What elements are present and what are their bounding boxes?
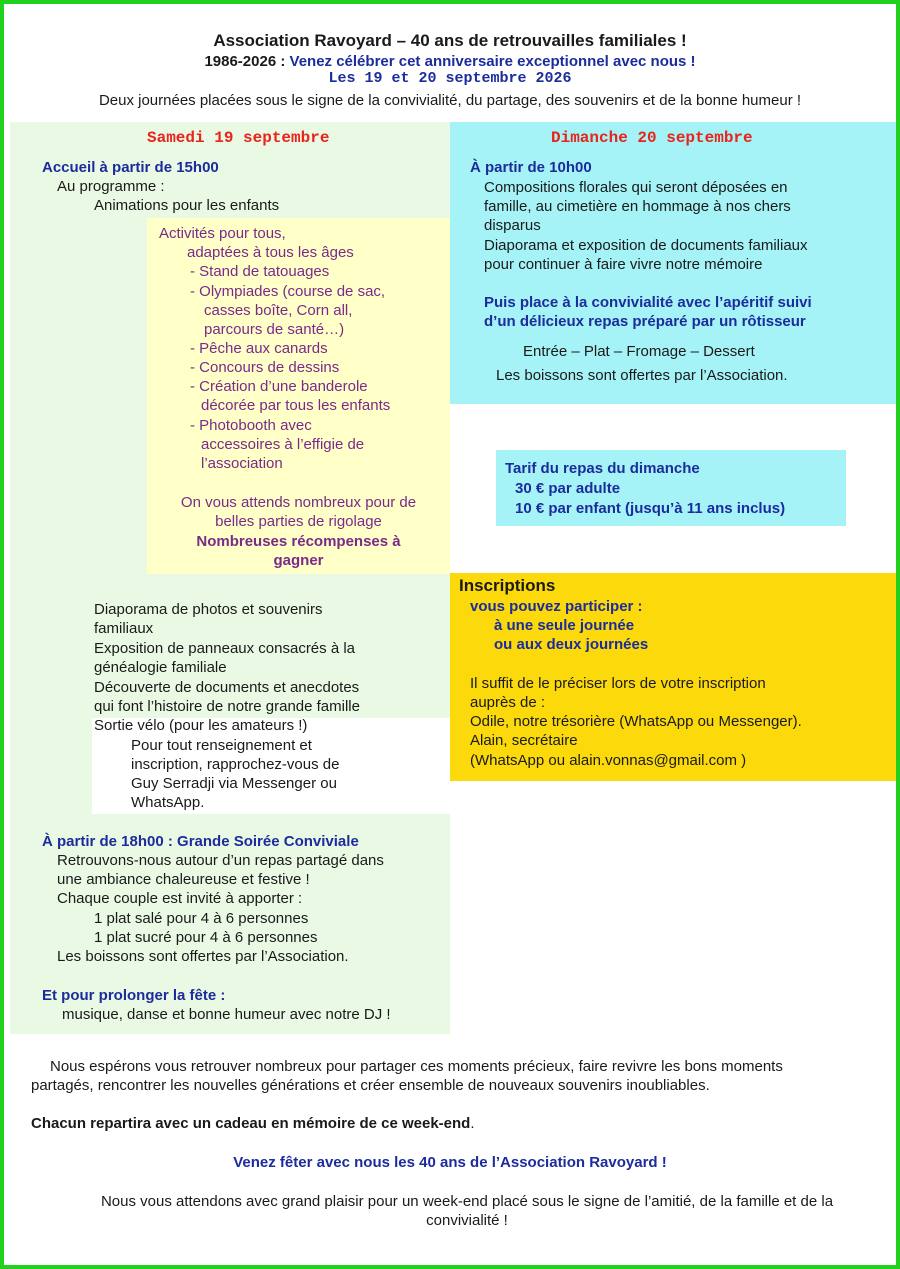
activity-line: accessoires à l’effigie de bbox=[201, 436, 365, 453]
sunday-meal: d’un délicieux repas préparé par un rôtisseur bbox=[484, 313, 806, 330]
footer-paragraph: partagés, rencontrer les nouvelles générations et créer ensemble de nouveaux souvenirs inoubliables. bbox=[31, 1077, 710, 1094]
header-dates: Les 19 et 20 septembre 2026 bbox=[328, 70, 572, 87]
evening-line: 1 plat sucré pour 4 à 6 personnes bbox=[94, 929, 318, 946]
saturday-welcome: Accueil à partir de 15h00 bbox=[42, 159, 219, 176]
evening-line: Chaque couple est invité à apporter : bbox=[57, 890, 303, 907]
footer-gift-text: Chacun repartira avec un cadeau en mémoire de ce week-end bbox=[31, 1115, 471, 1132]
activity-line: parcours de santé…) bbox=[204, 321, 345, 338]
activity-line: casses boîte, Corn all, bbox=[204, 302, 353, 319]
header-years: 1986-2026 : bbox=[204, 53, 286, 70]
evening-line: Retrouvons-nous autour d’un repas partagé dans bbox=[57, 852, 384, 869]
activity-line: adaptées à tous les âges bbox=[187, 244, 354, 261]
sunday-drinks: Les boissons sont offertes par l’Association. bbox=[496, 367, 788, 384]
invite-line: On vous attends nombreux pour de bbox=[180, 494, 417, 511]
page-title: Association Ravoyard – 40 ans de retrouvailles familiales ! bbox=[213, 31, 687, 50]
pricing-child: 10 € par enfant (jusqu’à 11 ans inclus) bbox=[515, 500, 786, 517]
extras-line: qui font l’histoire de notre grande famille bbox=[94, 698, 360, 715]
registration-detail: (WhatsApp ou alain.vonnas@gmail.com ) bbox=[470, 752, 747, 769]
sunday-line: famille, au cimetière en hommage à nos chers bbox=[484, 198, 791, 215]
footer-gift-end: . bbox=[470, 1115, 475, 1132]
footer-celebrate: Venez fêter avec nous les 40 ans de l’Association Ravoyard ! bbox=[233, 1154, 667, 1171]
contact-line: WhatsApp. bbox=[131, 794, 205, 811]
activity-line: - Stand de tatouages bbox=[190, 263, 330, 280]
footer-closing: Nous vous attendons avec grand plaisir pour un week-end placé sous le signe de l’amitié, de la famille et de la bbox=[100, 1193, 834, 1210]
saturday-program: Au programme : bbox=[57, 178, 165, 195]
registration-line: vous pouvez participer : bbox=[470, 598, 643, 615]
extras-line: généalogie familiale bbox=[94, 659, 227, 676]
sunday-menu: Entrée – Plat – Fromage – Dessert bbox=[523, 343, 755, 360]
registration-detail: auprès de : bbox=[470, 694, 546, 711]
evening-line: 1 plat salé pour 4 à 6 personnes bbox=[94, 910, 309, 927]
pricing-title: Tarif du repas du dimanche bbox=[505, 460, 700, 477]
invite-line: belles parties de rigolage bbox=[215, 513, 382, 530]
registration-detail: Odile, notre trésorière (WhatsApp ou Messenger). bbox=[470, 713, 802, 730]
activity-line: décorée par tous les enfants bbox=[201, 397, 391, 414]
extras-line: Diaporama de photos et souvenirs bbox=[94, 601, 323, 618]
extras-line: Sortie vélo (pour les amateurs !) bbox=[94, 717, 308, 734]
header-invite-text: Venez célébrer cet anniversaire exceptionnel avec nous ! bbox=[289, 53, 696, 70]
activity-line: - Pêche aux canards bbox=[190, 340, 328, 357]
evening-title: À partir de 18h00 : Grande Soirée Conviviale bbox=[42, 833, 359, 850]
sunday-start: À partir de 10h00 bbox=[470, 159, 592, 176]
registration-line: à une seule journée bbox=[494, 617, 635, 634]
sunday-heading: Dimanche 20 septembre bbox=[551, 129, 753, 147]
rewards-line: gagner bbox=[273, 552, 324, 569]
sunday-line: disparus bbox=[484, 217, 541, 234]
contact-line: Guy Serradji via Messenger ou bbox=[131, 775, 337, 792]
registration-title: Inscriptions bbox=[459, 576, 556, 595]
footer-paragraph: Nous espérons vous retrouver nombreux pour partager ces moments précieux, faire revivre les bons moments bbox=[50, 1058, 783, 1075]
sunday-line: Diaporama et exposition de documents familiaux bbox=[484, 237, 808, 254]
header-tagline: Deux journées placées sous le signe de la convivialité, du partage, des souvenirs et de la bonne humeur ! bbox=[98, 92, 802, 109]
contact-line: Pour tout renseignement et bbox=[131, 737, 312, 754]
registration-detail: Il suffit de le préciser lors de votre inscription bbox=[470, 675, 766, 692]
registration-line: ou aux deux journées bbox=[494, 636, 649, 653]
extras-line: Exposition de panneaux consacrés à la bbox=[94, 640, 356, 657]
evening-line: Les boissons sont offertes par l’Association. bbox=[57, 948, 349, 965]
pricing-adult: 30 € par adulte bbox=[515, 480, 621, 497]
activity-line: - Concours de dessins bbox=[190, 359, 340, 376]
extras-line: Découverte de documents et anecdotes bbox=[94, 679, 360, 696]
registration-detail: Alain, secrétaire bbox=[470, 732, 578, 749]
activity-line: l’association bbox=[201, 455, 283, 472]
footer-closing: convivialité ! bbox=[426, 1212, 508, 1229]
activity-line: - Olympiades (course de sac, bbox=[190, 283, 386, 300]
rewards-line: Nombreuses récompenses à bbox=[196, 533, 401, 550]
activity-line: - Photobooth avec bbox=[190, 417, 312, 434]
extras-line: familiaux bbox=[94, 620, 154, 637]
contact-line: inscription, rapprochez-vous de bbox=[131, 756, 340, 773]
party-title: Et pour prolonger la fête : bbox=[42, 987, 226, 1004]
activity-line: Activités pour tous, bbox=[159, 225, 286, 242]
party-text: musique, danse et bonne humeur avec notre DJ ! bbox=[62, 1006, 391, 1023]
sunday-line: Compositions florales qui seront déposées en bbox=[484, 179, 788, 196]
sunday-meal: Puis place à la convivialité avec l’apéritif suivi bbox=[484, 294, 812, 311]
saturday-kids: Animations pour les enfants bbox=[94, 197, 280, 214]
saturday-heading: Samedi 19 septembre bbox=[147, 129, 330, 147]
sunday-line: pour continuer à faire vivre notre mémoire bbox=[484, 256, 763, 273]
evening-line: une ambiance chaleureuse et festive ! bbox=[57, 871, 310, 888]
activity-line: - Création d’une banderole bbox=[190, 378, 368, 395]
